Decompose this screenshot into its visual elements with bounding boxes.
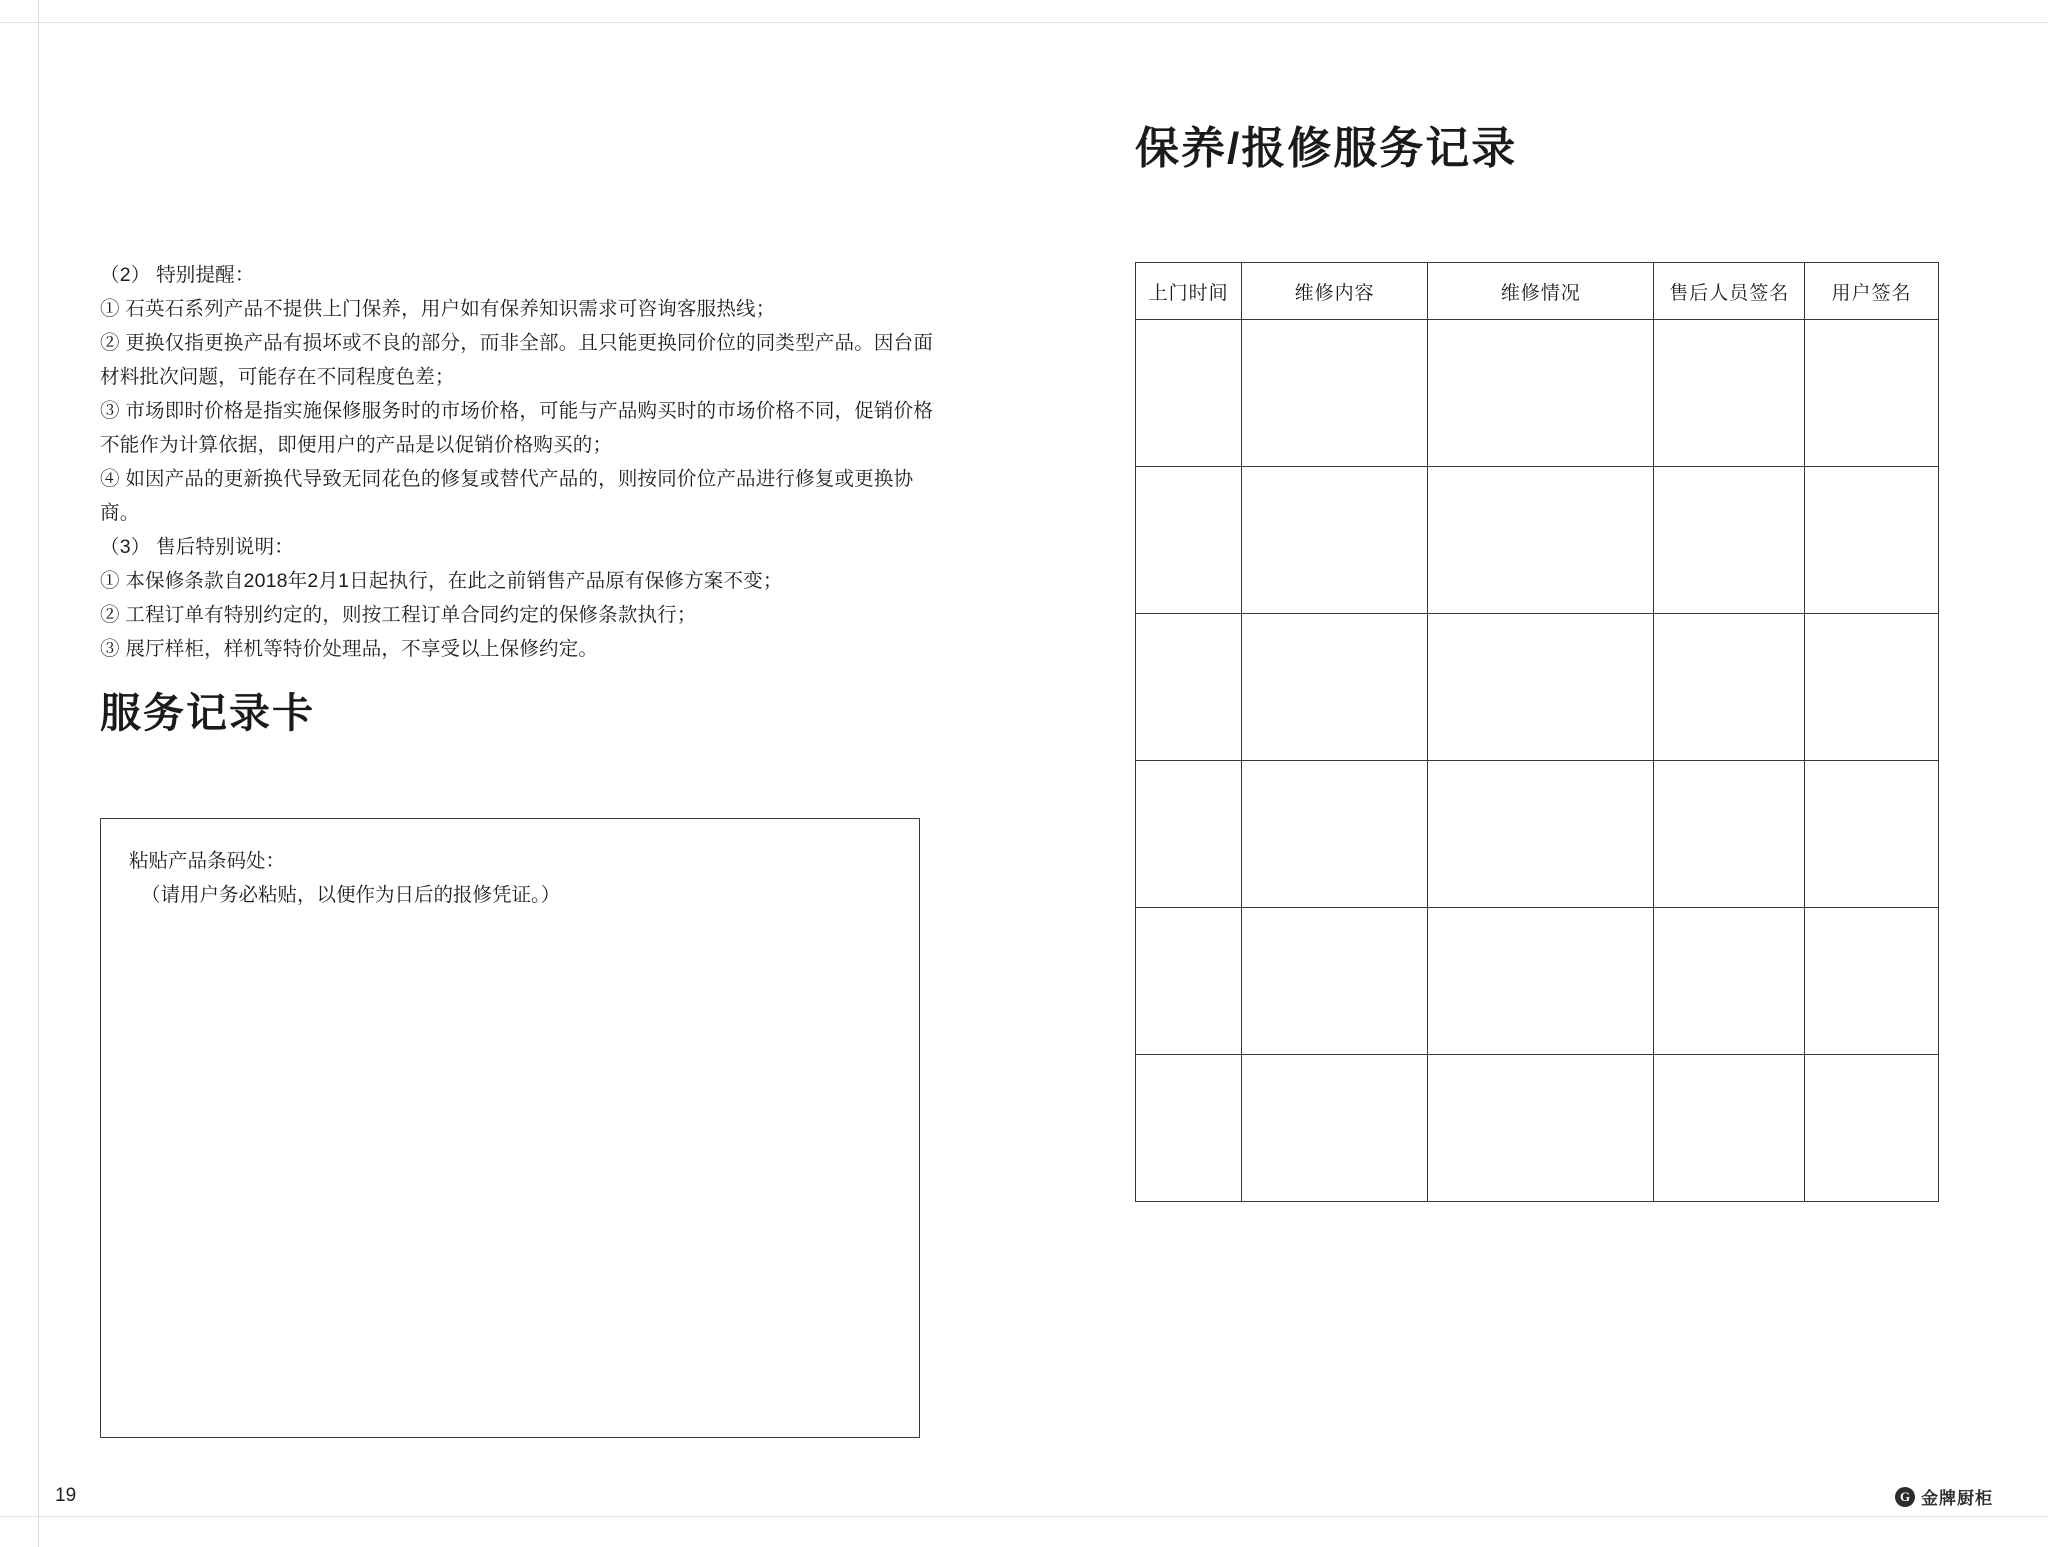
service-record-card-title: 服务记录卡 <box>100 690 315 736</box>
table-row <box>1136 908 1939 1055</box>
terms-text-block <box>100 258 940 666</box>
table-cell[interactable] <box>1136 467 1242 614</box>
table-cell[interactable] <box>1242 614 1428 761</box>
table-cell[interactable] <box>1654 908 1805 1055</box>
terms-paragraph: ③ 展厅样柜，样机等特价处理品，不享受以上保修约定。 <box>100 638 599 660</box>
brand-logo <box>1895 1484 1993 1509</box>
table-cell[interactable] <box>1428 761 1654 908</box>
table-cell[interactable] <box>1428 614 1654 761</box>
terms-paragraph: ① 本保修条款自2018年2月1日起执行，在此之前销售产品原有保修方案不变； <box>100 570 783 592</box>
barcode-instruction-secondary: （请用户务必粘贴，以便作为日后的报修凭证。） <box>141 884 561 906</box>
table-cell[interactable] <box>1136 614 1242 761</box>
table-cell[interactable] <box>1805 614 1939 761</box>
table-cell[interactable] <box>1428 467 1654 614</box>
terms-section <box>100 258 940 666</box>
table-cell[interactable] <box>1654 614 1805 761</box>
table-cell[interactable] <box>1654 1055 1805 1202</box>
barcode-paste-area <box>100 818 920 1438</box>
table-cell[interactable] <box>1136 908 1242 1055</box>
table-cell[interactable] <box>1242 761 1428 908</box>
table-cell[interactable] <box>1136 320 1242 467</box>
table-cell[interactable] <box>1428 908 1654 1055</box>
page-top-rule <box>0 22 2048 23</box>
terms-paragraph: ④ 如因产品的更新换代导致无同花色的修复或替代产品的，则按同价位产品进行修复或更换协商。 <box>100 468 914 524</box>
page-divider-line <box>38 0 39 1547</box>
terms-paragraph: （3） 售后特别说明： <box>100 536 294 558</box>
table-header-cell: 用户签名 <box>1805 263 1939 320</box>
maintenance-record-table <box>1135 262 1939 1202</box>
page-bottom-rule <box>0 1516 2048 1517</box>
table-cell[interactable] <box>1805 908 1939 1055</box>
table-cell[interactable] <box>1136 761 1242 908</box>
terms-paragraph: ② 更换仅指更换产品有损坏或不良的部分，而非全部。且只能更换同价位的同类型产品。因台面材料批次问题，可能存在不同程度色差； <box>100 332 934 388</box>
table-cell[interactable] <box>1428 320 1654 467</box>
table-cell[interactable] <box>1654 761 1805 908</box>
page-number: 19 <box>55 1485 77 1506</box>
table-cell[interactable] <box>1654 467 1805 614</box>
barcode-instruction-primary: 粘贴产品条码处： <box>129 850 286 872</box>
table-cell[interactable] <box>1805 467 1939 614</box>
table-cell[interactable] <box>1136 1055 1242 1202</box>
table-header-cell: 维修内容 <box>1242 263 1428 320</box>
terms-paragraph: （2） 特别提醒： <box>100 264 255 286</box>
table-row <box>1136 1055 1939 1202</box>
table-row <box>1136 467 1939 614</box>
table-header-row <box>1136 263 1939 320</box>
brand-name: 金牌厨柜 <box>1921 1489 1993 1508</box>
terms-paragraph: ③ 市场即时价格是指实施保修服务时的市场价格，可能与产品购买时的市场价格不同，促销价格不能作为计算依据，即便用户的产品是以促销价格购买的； <box>100 400 934 456</box>
table-row <box>1136 614 1939 761</box>
table-header-cell: 售后人员签名 <box>1654 263 1805 320</box>
table-cell[interactable] <box>1805 761 1939 908</box>
table-cell[interactable] <box>1428 1055 1654 1202</box>
table-cell[interactable] <box>1654 320 1805 467</box>
table-row <box>1136 320 1939 467</box>
table-cell[interactable] <box>1805 1055 1939 1202</box>
table-row <box>1136 761 1939 908</box>
maintenance-record-title: 保养/报修服务记录 <box>1135 124 1518 173</box>
table-header-cell: 上门时间 <box>1136 263 1242 320</box>
terms-paragraph: ① 石英石系列产品不提供上门保养，用户如有保养知识需求可咨询客服热线； <box>100 298 776 320</box>
brand-g-icon: G <box>1895 1487 1915 1507</box>
table-cell[interactable] <box>1805 320 1939 467</box>
table-cell[interactable] <box>1242 467 1428 614</box>
table-cell[interactable] <box>1242 320 1428 467</box>
table-cell[interactable] <box>1242 908 1428 1055</box>
table-cell[interactable] <box>1242 1055 1428 1202</box>
terms-paragraph: ② 工程订单有特别约定的，则按工程订单合同约定的保修条款执行； <box>100 604 697 626</box>
table-header-cell: 维修情况 <box>1428 263 1654 320</box>
